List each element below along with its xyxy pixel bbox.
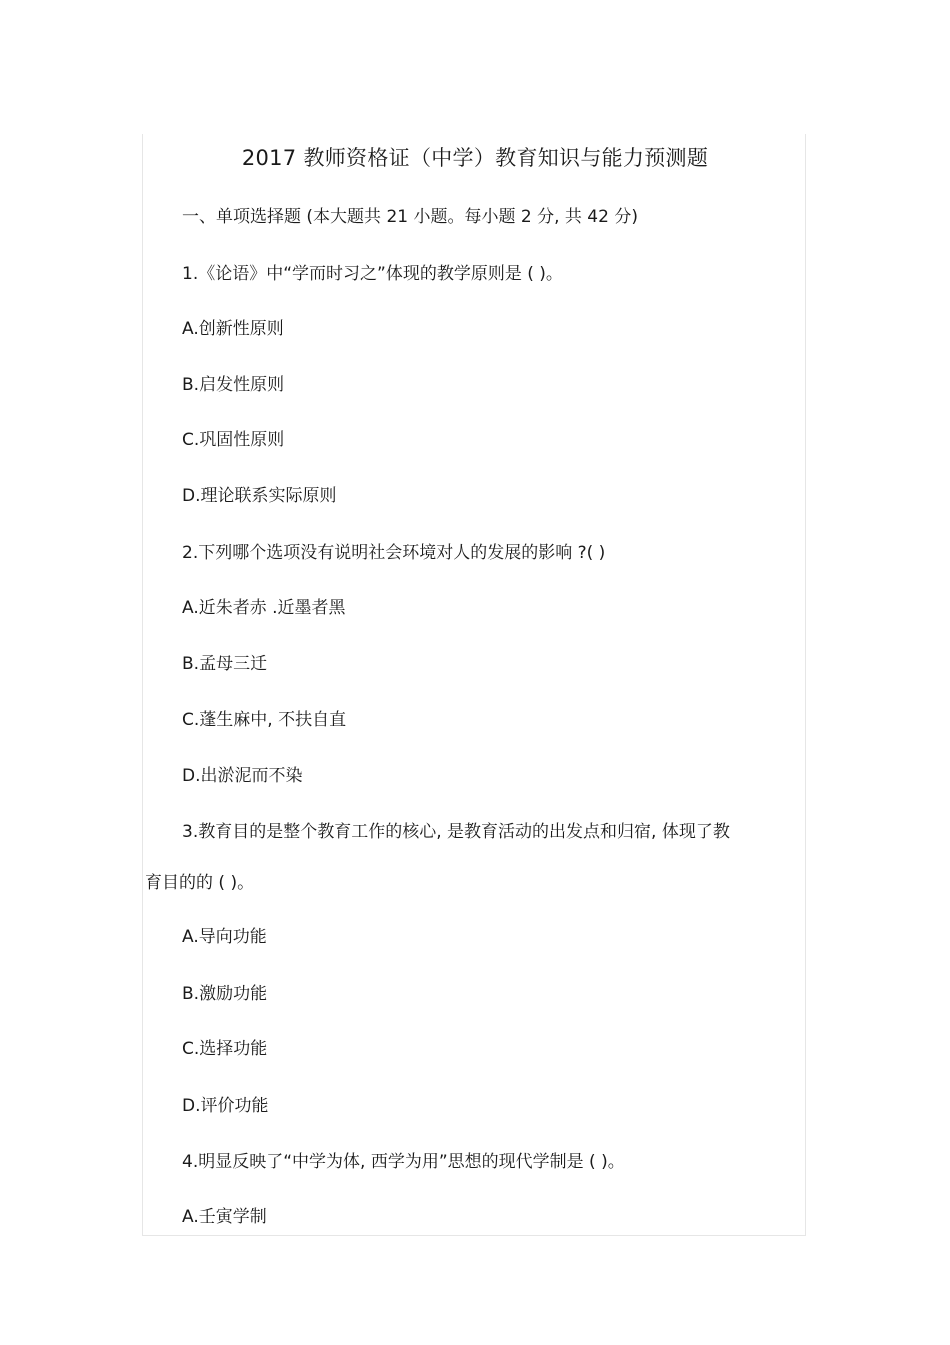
document-title: 2017 教师资格证（中学）教育知识与能力预测题 [241,146,709,170]
page-border [142,134,806,1236]
question-2-stem: 2.下列哪个选项没有说明社会环境对人的发展的影响 ?( ) [182,543,606,563]
question-3-option-c: C.选择功能 [182,1039,268,1059]
question-4-stem: 4.明显反映了“中学为体, 西学为用”思想的现代学制是 ( )。 [182,1152,625,1172]
section-heading: 一、单项选择题 (本大题共 21 小题。每小题 2 分, 共 42 分) [182,207,638,227]
question-2-option-d: D.出淤泥而不染 [182,766,303,786]
question-1-option-d: D.理论联系实际原则 [182,486,337,506]
question-3-option-a: A.导向功能 [182,927,267,947]
question-1-stem: 1.《论语》中“学而时习之”体现的教学原则是 ( )。 [182,264,563,284]
question-2-option-c: C.蓬生麻中, 不扶自直 [182,710,347,730]
question-3-option-b: B.激励功能 [182,984,268,1004]
question-3-stem-line-2: 育目的的 ( )。 [145,873,255,893]
question-3-stem-line-1: 3.教育目的是整个教育工作的核心, 是教育活动的出发点和归宿, 体现了教 [182,822,730,842]
question-1-option-c: C.巩固性原则 [182,430,285,450]
question-2-option-b: B.孟母三迁 [182,654,268,674]
question-3-option-d: D.评价功能 [182,1096,269,1116]
question-1-option-b: B.启发性原则 [182,375,285,395]
question-4-option-a: A.壬寅学制 [182,1207,267,1227]
question-1-option-a: A.创新性原则 [182,319,284,339]
question-2-option-a: A.近朱者赤 .近墨者黑 [182,598,346,618]
